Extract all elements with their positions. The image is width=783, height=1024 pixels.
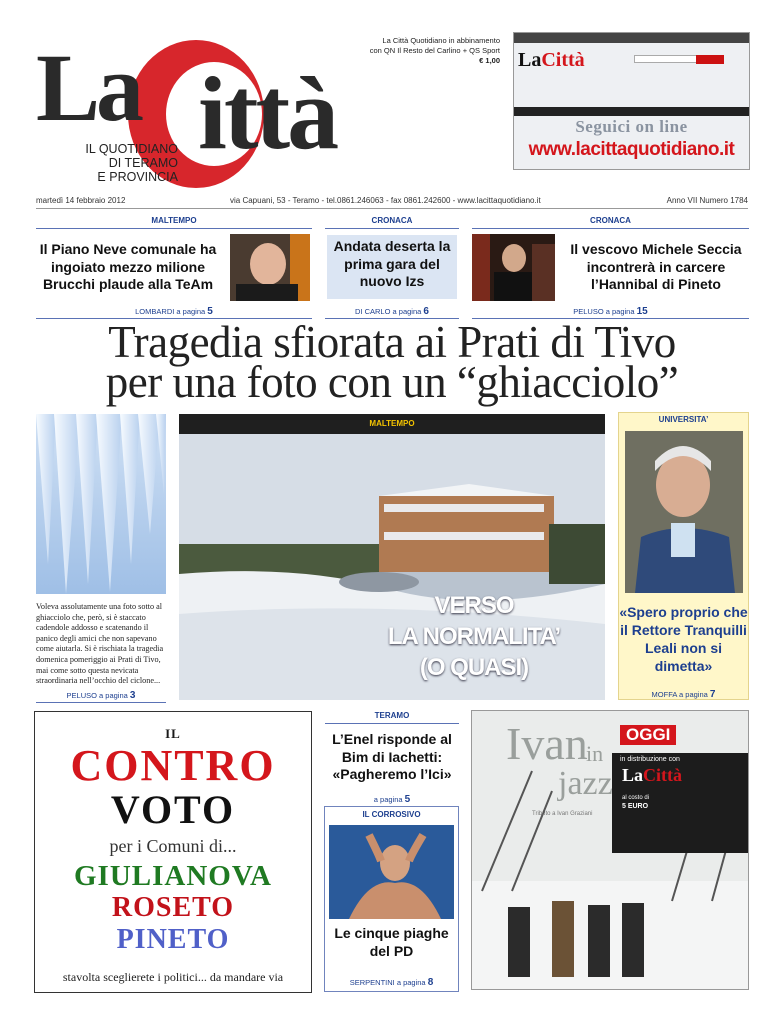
teaser-title[interactable]: Il Piano Neve comunale ha ingoiato mezzo milione Brucchi plaude alla TeAm [39,241,217,292]
ad-nav-bar [514,33,749,43]
icicles-photo [36,414,166,594]
ivan-title: Ivan [506,718,588,769]
cv-city: GIULIANOVA [73,860,272,892]
cv-il: IL [165,726,181,741]
page-ref [36,690,166,701]
cv-city: PINETO [116,924,230,955]
headline-line: per una foto con un “ghiacciolo” [105,357,679,407]
portrait-photo [230,234,310,301]
promo-line: La Città Quotidiano in abbinamento [382,36,500,45]
controvoto-box[interactable] [34,711,312,993]
photo-caption-line: (O QUASI) [419,654,529,681]
section-label: MALTEMPO [151,216,197,225]
divider [36,702,166,703]
page-ref-author: PELUSO a pagina [573,307,635,316]
teaser-title[interactable]: Andata deserta la prima gara del nuovo Izs [333,238,451,289]
promo-line: con QN Il Resto del Carlino + QS Sport [369,46,500,55]
section-label: CRONACA [371,216,413,225]
tagline-line: E PROVINCIA [97,170,178,184]
ivan-in: in [586,741,604,766]
teaser-title[interactable]: Il vescovo Michele Seccia incontrerà in carcere l’Hannibal di Pineto [570,241,742,292]
photo-caption-line: LA NORMALITA’ [387,623,561,650]
cv-contro: CONTRO [70,741,276,790]
page-ref [619,689,748,700]
page-ref-author: LOMBARDI a pagina [135,307,206,316]
oggi-badge: OGGI [620,725,676,745]
page-ref [325,794,459,805]
page-number: 7 [709,689,716,700]
tagline [62,142,178,184]
cv-per: per i Comuni di... [109,836,237,856]
price: € 1,00 [479,56,500,65]
divider [325,723,459,724]
section-label: MALTEMPO [179,414,605,434]
page-ref-author: MOFFA a pagina [651,690,708,699]
corrosivo-photo-art [329,825,454,919]
snow-photo[interactable] [179,414,605,700]
ad-logo-la: La [622,765,644,785]
ad-menu-bar [514,107,749,116]
divider [472,228,749,229]
page-ref [36,306,312,317]
teaser-title[interactable]: Le cinque piaghe del PD [334,925,449,959]
page-number: 6 [423,306,429,317]
ivan-jazz: jazz [558,765,613,802]
ad-url[interactable]: www.lacittaquotidiano.it [528,139,735,160]
website-ad[interactable] [513,32,750,170]
promo-text [330,36,500,66]
page-number: 5 [404,794,411,805]
page-ref-author: a pagina [373,795,403,804]
photo-caption-line: VERSO [434,592,514,619]
page-number: 3 [129,690,136,701]
cv-city: ROSETO [111,892,235,923]
universita-box [618,412,749,700]
divider [325,228,459,229]
quote[interactable]: «Spero proprio che il Rettore Tranquilli Leali non si dimetta» [619,604,748,674]
ad-search-field [634,55,704,63]
portrait-photo-art [230,234,310,301]
ad-follow-text: Seguici on line [575,117,688,136]
ad-logo [622,765,682,786]
section-label: UNIVERSITA’ [658,415,709,424]
issue-number: Anno VII Numero 1784 [666,196,748,205]
price-value: 5 EURO [622,803,649,810]
dateline [36,195,748,209]
page-ref [325,977,458,988]
page-ref-author: PELUSO a pagina [66,691,128,700]
story-body: Voleva assolutamente una foto sotto al ghiacciolo che, però, si è staccato cadendole addosso e scatenando il panico degli amici che non sapevano come aiutarla. Si è rischiata la tragedia domenica pomeriggio ai Prati di Tivo, mai come sotto questa nevicata straordinaria nell’occhio del ciclone... [36,602,164,686]
bishop-photo [472,234,555,301]
cv-voto: VOTO [110,787,236,832]
ad-search-button [696,55,724,64]
icicles-art [36,414,166,594]
photo-caption [349,590,599,683]
rector-photo-art [625,431,743,593]
page-number: 15 [636,306,648,317]
ivan-sub: Tributo a Ivan Graziani [532,811,593,817]
corrosivo-box [324,806,459,992]
page-ref-author: SERPENTINI a pagina [349,978,426,987]
rector-photo [625,431,743,593]
cv-footer: stavolta sceglierete i politici... da mandare via [62,970,284,984]
page-number: 5 [207,306,213,317]
ad-logo [518,49,585,72]
ad-logo-la: La [518,49,542,71]
headline-line: Tragedia sfiorata ai Prati di Tivo [108,317,676,367]
date: martedì 14 febbraio 2012 [36,196,126,205]
section-label: CRONACA [590,216,631,225]
price-label: al costo di [622,795,650,801]
section-label: TERAMO [374,711,410,720]
tagline-line: DI TERAMO [108,156,178,170]
page-ref-author: DI CARLO a pagina [355,307,422,316]
divider [36,228,312,229]
ad-logo-citta: Città [643,765,683,785]
ivan-in-jazz-ad[interactable] [471,710,749,990]
main-headline[interactable] [36,317,748,407]
page-ref [325,306,459,317]
ad-logo-citta: Città [541,49,585,71]
page-number: 8 [427,977,434,988]
section-label: IL CORROSIVO [362,810,421,819]
page-ref [472,306,749,317]
tagline-line: IL QUOTIDIANO [85,142,178,156]
corrosivo-photo [329,825,454,919]
logo-la: La [36,34,141,141]
distrib-text: in distribuzione con [620,756,680,763]
bishop-photo-art [472,234,555,301]
teaser-title[interactable]: L’Enel risponde al Bim di Iachetti: «Pagheremo l’Ici» [332,731,452,782]
logo-citta: ittà [198,56,337,171]
address: via Capuani, 53 - Teramo - tel.0861.246063 - fax 0861.242600 - www.lacittaquotidiano.it [230,196,541,205]
